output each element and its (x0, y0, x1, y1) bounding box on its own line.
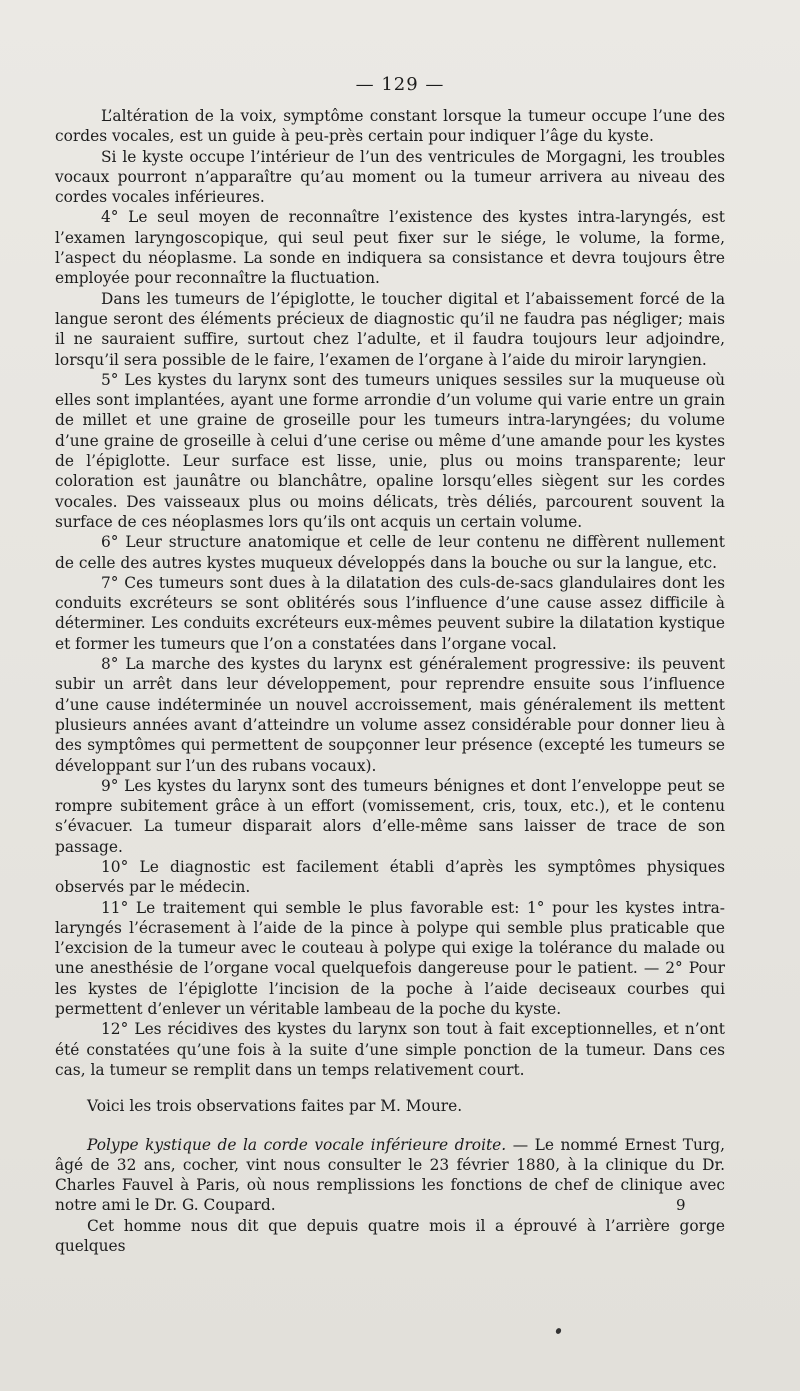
paragraph: 6° Leur structure anatomique et celle de leur contenu ne diffèrent nullement de celle des autres kystes muqueux développés dans la bouche ou sur la langue, etc. (55, 533, 725, 572)
paragraph: 10° Le diagnostic est facilement établi d’après les symptômes physiques observés par le médecin. (55, 857, 725, 897)
body-text (55, 106, 725, 1256)
paragraph: 8° La marche des kystes du larynx est généralement progressive: ils peuvent subir un arrêt dans leur développement, pour reprendre ensuite sous l’influence d’une cause indéterminée un nouvel accroissement, mais généralement ils mettent plusieurs années avant d’atteindre un volume assez considérable pour donner lieu à des symptômes qui permettent de soupçonner leur présence (excepté les tumeurs se développant sur l’un des rubans vocaux). (55, 655, 725, 775)
paragraph: 9° Les kystes du larynx sont des tumeurs bénignes et dont l’enveloppe peut se rompre subitement grâce à un effort (vomissement, cris, toux, etc.), et le contenu s’évacuer. La tumeur disparait alors d’elle-même sans laisser de trace de son passage. (55, 776, 725, 856)
intro-line: Voici les trois observations faites par M. Moure. (87, 1097, 463, 1116)
paragraph: 4° Le seul moyen de reconnaître l’existence des kystes intra-laryngés, est l’examen laryngoscopique, qui seul peut fixer sur le siége, le volume, la forme, l’aspect du néoplasme. La sonde en indiquera sa consistance et devra toujours être employée pour reconnaître la fluctuation. (55, 208, 725, 288)
paragraph: 12° Les récidives des kystes du larynx son tout à fait exceptionnelles, et n’ont été constatées qu’une fois à la suite d’une simple ponction de la tumeur. Dans ces cas, la tumeur se remplit dans un temps relativement court. (55, 1020, 725, 1079)
paragraph: 11° Le traitement qui semble le plus favorable est: 1° pour les kystes intra-laryngés l’écrasement à l’aide de la pince à polype qui semble plus praticable que l’excision de la tumeur avec le couteau à polype qui exige la tolérance du malade ou une anesthésie de l’organe vocal quelquefois dangereuse pour le patient. — 2° Pour les kystes de l’épiglotte l’incision de la poche à l’aide deciseaux courbes qui permettent d’enlever un véritable lambeau de la poche du kyste. (55, 898, 725, 1019)
page-number-header: — 129 — (355, 74, 445, 95)
observation-title: Polype kystique de la corde vocale inférieure droite. (87, 1135, 507, 1154)
observation-continuation: Cet homme nous dit que depuis quatre mois il a éprouvé à l’arrière gorge quelques (55, 1216, 725, 1256)
paragraph: L’altération de la voix, symptôme constant lorsque la tumeur occupe l’une des cordes vocales, est un guide à peu-près certain pour indiquer l’âge du kyste. (55, 107, 725, 146)
ink-speck (555, 1327, 562, 1335)
paragraph: 5° Les kystes du larynx sont des tumeurs uniques sessiles sur la muqueuse où elles sont implantées, ayant une forme arrondie d’un volume qui varie entre un grain de millet et une graine de groseille pour les tumeurs intra-laryngées; du volume d’une graine de groseille à celui d’une cerise ou même d’une amande pour les kystes de l’épiglotte. Leur surface est lisse, unie, plus ou moins transparente; leur coloration est jaunâtre ou blanchâtre, opaline lorsqu’elles siègent sur les cordes vocales. Des vaisseaux plus ou moins délicats, très déliés, parcourent souvent la surface de ces néoplasmes lors qu’ils ont acquis un certain volume. (55, 370, 725, 531)
paragraph: 7° Ces tumeurs sont dues à la dilatation des culs-de-sacs glandulaires dont les conduits excréteurs se sont oblitérés sous l’influence d’une cause assez difficile à déterminer. Les conduits excréteurs eux-mêmes peuvent subire la dilatation kystique et former les tumeurs que l’on a constatées dans l’organe vocal. (55, 573, 725, 653)
paragraph: Si le kyste occupe l’intérieur de l’un des ventricules de Morgagni, les troubles vocaux pourront n’apparaître qu’au moment ou la tumeur arrivera au niveau des cordes vocales inférieures. (55, 147, 725, 207)
observation-body: — Le nommé Ernest Turg, âgé de 32 ans, cocher, vint nous consulter le 23 février 1880, à la clinique du Dr. Charles Fauvel à Paris, où nous remplissions les fonctions de chef de clinique avec notre ami le Dr. G. Coupard. (55, 1135, 725, 1215)
paragraph: Dans les tumeurs de l’épiglotte, le toucher digital et l’abaissement forcé de la langue seront des éléments précieux de diagnostic qu’il ne faudra pas négliger; mais il ne sauraient suffire, surtout chez l’adulte, et il faudra toujours leur adjoindre, lorsqu’il sera possible de le faire, l’examen de l’organe à l’aide du miroir laryngien. (55, 289, 725, 369)
signature-mark: 9 (676, 1196, 686, 1214)
observation-paragraph (55, 1135, 725, 1216)
